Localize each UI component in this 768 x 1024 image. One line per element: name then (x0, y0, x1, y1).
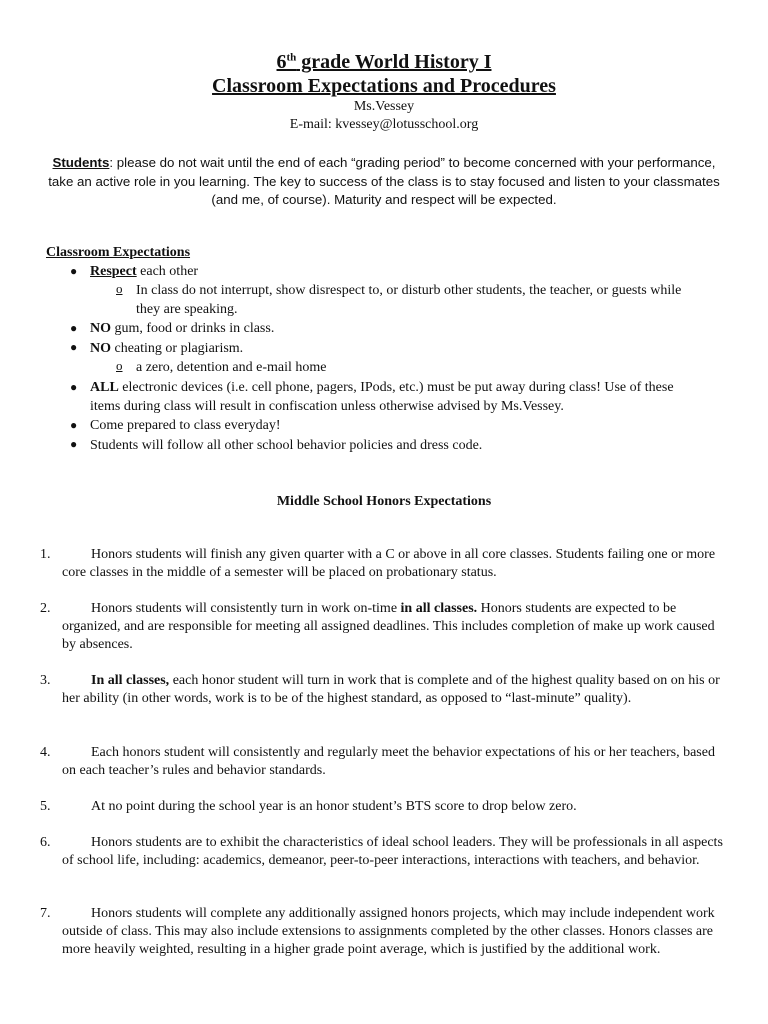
list-item-text: Each honors student will consistently and regularly meet the behavior expectations of his or her teachers, based on each teacher’s rules and behavior standards. (62, 745, 715, 778)
honors-heading: Middle School Honors Expectations (276, 494, 492, 509)
title-superscript: th (286, 51, 297, 64)
list-item-number: 1. (40, 547, 51, 562)
expectation-electronics-cont: items during class will result in confiscation unless otherwise advised by Ms.Vessey. (90, 399, 564, 414)
list-item (62, 834, 728, 870)
expectation-prepared: Come prepared to class everyday! (90, 418, 281, 433)
sub-expectation-line: a zero, detention and e-mail home (136, 360, 327, 375)
list-item-text: Honors students are expected to be organized, and are responsible for meeting all assigned deadlines. This includes completion of make up work caused by absences. (62, 601, 715, 652)
list-item (62, 905, 728, 959)
teacher-name: Ms.Vessey (353, 99, 415, 114)
list-item-text: At no point during the school year is an honor student’s BTS score to drop below zero. (91, 799, 577, 814)
expectation-policies: Students will follow all other school behavior policies and dress code. (90, 438, 483, 453)
list-item (62, 744, 728, 780)
list-item-text: each honor student will turn in work that is complete and of the highest quality based on on his or her ability (in other words, work is to be of the highest standard, as opposed to “last-minute” quality). (62, 673, 720, 706)
intro-text: : please do not wait until the end of each “grading period” to become concerned with your performance, take an active role in you learning. The key to success of the class is to stay focused and listen to your classmates (and me, of course). Maturity and respect will be expected. (48, 155, 720, 207)
bullet-icon: ● (70, 340, 78, 354)
teacher-email: E-mail: kvessey@lotusschool.org (289, 117, 479, 132)
sub-expectation-line: they are speaking. (136, 302, 238, 317)
list-item-number: 6. (40, 835, 51, 850)
title-block (0, 50, 768, 134)
bullet-icon: ● (70, 380, 78, 394)
list-item-number: 5. (40, 799, 51, 814)
expectation-respect (90, 262, 198, 281)
bullet-icon: ● (70, 418, 78, 432)
bullet-icon: ● (70, 437, 78, 451)
list-item-text: Honors students are to exhibit the characteristics of ideal school leaders. They will be professionals in all aspects of school life, including: academics, demeanor, peer-to-peer interactions, interactions with teachers, and behavior. (62, 835, 723, 868)
list-item-number: 3. (40, 673, 51, 688)
bullet-icon: ● (70, 321, 78, 335)
expectation-electronics (90, 378, 674, 397)
list-item (62, 798, 728, 816)
expectation-text: cheating or plagiarism. (111, 341, 244, 356)
bullet-icon: ● (70, 264, 78, 278)
list-item-number: 7. (40, 906, 51, 921)
expectation-text: each other (136, 264, 199, 279)
expectation-no-gum (90, 319, 274, 338)
title-text: grade World History I (296, 51, 492, 73)
sub-bullet-icon: o (116, 358, 123, 373)
expectation-bold: NO (90, 321, 111, 336)
expectation-bold: NO (90, 341, 111, 356)
list-item-number: 4. (40, 745, 51, 760)
sub-expectation-line: In class do not interrupt, show disrespect to, or disturb other students, the teacher, or guests while (136, 283, 682, 298)
list-item-text: Honors students will consistently turn in work on-time (91, 601, 401, 616)
list-item (62, 600, 728, 654)
list-item (62, 672, 728, 708)
intro-paragraph (40, 154, 728, 210)
expectation-bold: ALL (90, 380, 119, 395)
title-grade-number: 6 (276, 51, 287, 73)
sub-bullet-icon: o (116, 281, 123, 296)
expectations-heading: Classroom Expectations (46, 245, 191, 260)
expectation-text: gum, food or drinks in class. (111, 321, 275, 336)
list-item-bold: in all classes. (400, 601, 478, 616)
list-item-bold: In all classes, (91, 673, 170, 688)
list-item-text: Honors students will complete any additionally assigned honors projects, which may include independent work outside of class. This may also include extensions to assignments completed by the other classes. Honors classes are more heavily weighted, resulting in a higher grade point average, which is justified by the additional work. (62, 906, 715, 957)
page-subtitle: Classroom Expectations and Procedures (212, 75, 556, 97)
list-item-text: Honors students will finish any given quarter with a C or above in all core classes. Students failing one or more core classes in the middle of a semester will be placed on probationary status. (62, 547, 716, 580)
expectation-bold: Respect (90, 264, 137, 279)
intro-lead: Students (52, 155, 110, 170)
expectation-no-cheating (90, 339, 243, 358)
page-title (0, 50, 768, 74)
list-item-number: 2. (40, 601, 51, 616)
expectation-text: electronic devices (i.e. cell phone, pagers, IPods, etc.) must be put away during class! Use of these (118, 380, 674, 395)
list-item (62, 546, 728, 582)
